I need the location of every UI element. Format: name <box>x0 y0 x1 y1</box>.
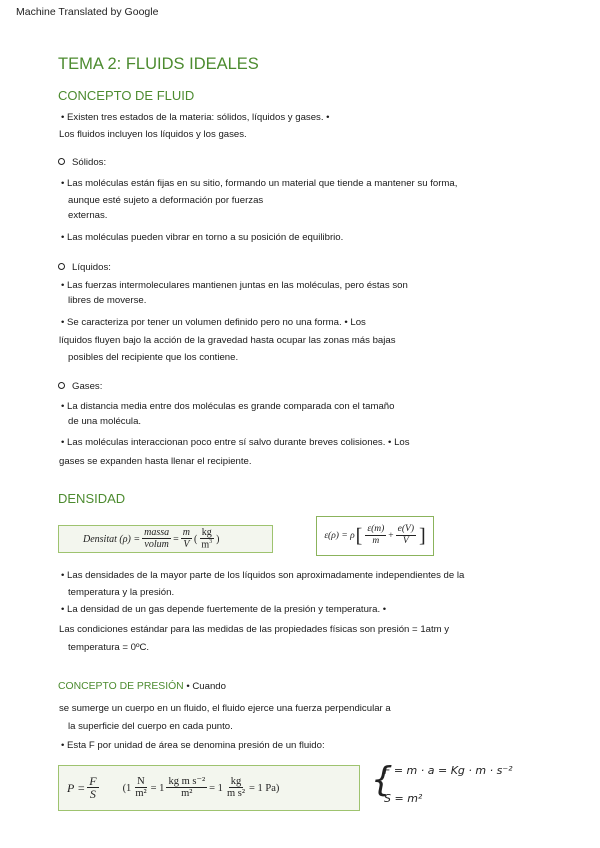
handwritten-brace: { <box>371 760 393 800</box>
pressure-formula-lhs: P = <box>67 780 86 795</box>
solidos-line-2: aunque esté sujeto a deformación por fuerzas <box>68 195 264 206</box>
fraction: $\frac{F}{S}$ <box>89 773 97 802</box>
gases-line-2: de una molécula. <box>68 416 142 427</box>
gases-line-3: • Las moléculas interaccionan poco entre sí salvo durante breves colisiones. • Los <box>61 437 410 448</box>
solidos-label: Sólidos: <box>58 157 106 168</box>
section-heading-densidad: DENSIDAD <box>58 491 126 506</box>
presion-line-2: la superficie del cuerpo en cada punto. <box>68 721 233 732</box>
circle-bullet-icon <box>58 382 65 389</box>
liquidos-line-4: líquidos fluyen bajo la acción de la gravedad hasta ocupar las zonas más bajas <box>59 335 396 346</box>
solidos-line-1: • Las moléculas están fijas en su sitio, formando un material que tiende a mantener su forma, <box>61 178 458 189</box>
fraction: $\frac{\text{kg m s⁻²}}{\text{m²}}$ <box>168 776 206 800</box>
fraction: $\frac{e(V)}{V}$ <box>397 524 414 547</box>
intro-line-2: Los fluidos incluyen los líquidos y los gases. <box>59 129 247 140</box>
liquidos-label: Líquidos: <box>58 262 111 273</box>
machine-translated-label: Machine Translated by Google <box>16 6 159 18</box>
unit-fraction: $\frac{kg}{m^3}$ <box>201 526 213 551</box>
section-heading-presion: CONCEPTO DE PRESIÓN • Cuando <box>58 681 226 692</box>
solidos-line-3: externas. <box>68 210 108 221</box>
density-formula-lhs: Densitat (ρ) = <box>83 533 141 545</box>
fraction: $\frac{\text{massa}}{\text{volum}}$ <box>144 526 170 551</box>
gases-line-1: • La distancia media entre dos moléculas es grande comparada con el tamaño <box>61 401 395 412</box>
handwritten-line-2: S = m² <box>384 792 423 805</box>
solidos-line-4: • Las moléculas pueden vibrar en torno a su posición de equilibrio. <box>61 232 344 243</box>
densidad-line-3: • La densidad de un gas depende fuertemente de la presión y temperatura. • <box>61 604 387 615</box>
densidad-line-1: • Las densidades de la mayor parte de los líquidos son aproximadamente independientes de la <box>61 570 465 581</box>
gases-line-4: gases se expanden hasta llenar el recipiente. <box>59 456 252 467</box>
circle-bullet-icon <box>58 263 65 270</box>
liquidos-line-1: • Las fuerzas intermoleculares mantienen juntas en las moléculas, pero éstas son <box>61 280 408 291</box>
fraction: $\frac{m}{V}$ <box>182 526 190 551</box>
density-formula: Densitat (ρ) = $\frac{\text{massa}}{\text{volum}}$ = $\frac{m}{V}$ ( $\frac{kg}{m^3}$ ) <box>58 525 273 553</box>
liquidos-line-5: posibles del recipiente que los contiene. <box>68 352 239 363</box>
intro-line-1: • Existen tres estados de la materia: sólidos, líquidos y gases. • <box>61 112 330 123</box>
densidad-line-5: temperatura = 0ºC. <box>68 642 150 653</box>
fraction: $\frac{\varepsilon(m)}{m}$ <box>367 524 385 547</box>
presion-line-3: • Esta F por unidad de área se denomina presión de un fluido: <box>61 740 325 751</box>
fraction: $\frac{N}{\text{m²}}$ <box>135 776 147 800</box>
gases-label: Gases: <box>58 381 102 392</box>
densidad-line-2: temperatura y la presión. <box>68 587 175 598</box>
presion-line-1: se sumerge un cuerpo en un fluido, el fluido ejerce una fuerza perpendicular a <box>59 703 391 714</box>
pressure-formula <box>58 765 360 811</box>
liquidos-line-3: • Se caracteriza por tener un volumen definido pero no una forma. • Los <box>61 317 366 328</box>
section-heading-concepto-fluid: CONCEPTO DE FLUID <box>58 88 195 103</box>
page-title: TEMA 2: FLUIDS IDEALES <box>58 55 259 73</box>
handwritten-line-1: F = m · a = Kg · m · s⁻² <box>384 764 513 777</box>
liquidos-line-2: libres de moverse. <box>68 295 147 306</box>
densidad-line-4: Las condiciones estándar para las medidas de las propiedades físicas son presión = 1atm y <box>59 624 450 635</box>
fraction: $\frac{kg}{\text{m s²}}$ <box>226 776 245 800</box>
pressure-units: (1 $\frac{N}{\text{m²}}$ = 1 $\frac{\text{kg m s⁻²}}{\text{m²}}$ = 1 $\frac{kg}{\text{m s²}}$ = 1 Pa) <box>122 776 280 800</box>
circle-bullet-icon <box>58 158 65 165</box>
density-error-formula: ε(ρ) = ρ [ $\frac{\varepsilon(m)}{m}$ + $\frac{e(V)}{V}$ ] <box>316 516 434 556</box>
